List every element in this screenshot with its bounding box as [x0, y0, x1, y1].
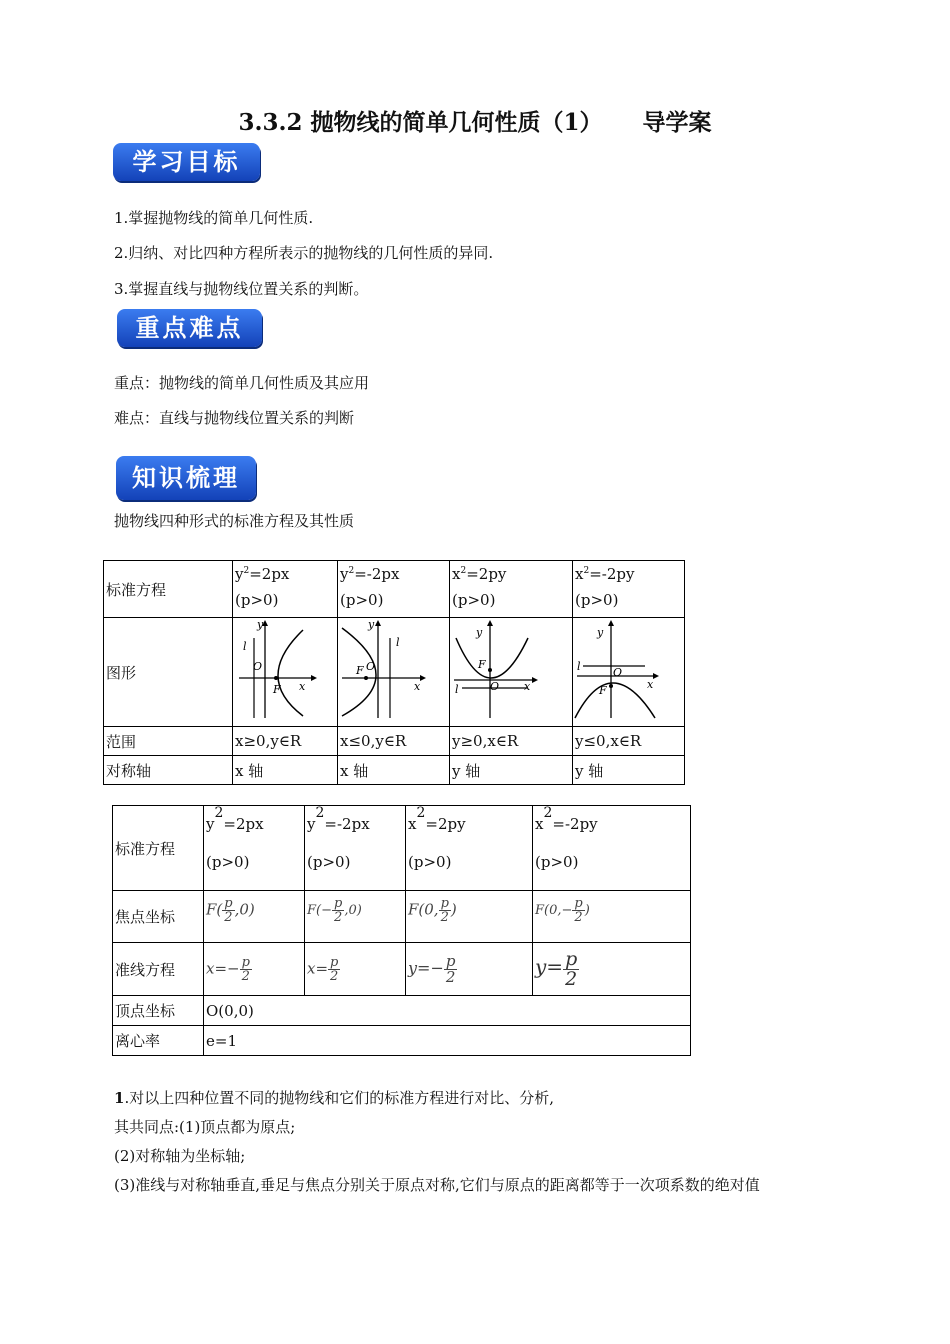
t1-eq-cell: $y^2=2px$ (p>0) [233, 561, 338, 618]
t1-label-equation: 标准方程 [104, 561, 233, 618]
t1-label-graph: 图形 [104, 618, 233, 727]
knowledge-intro: 抛物线四种形式的标准方程及其性质 [114, 512, 355, 530]
t2-eq-cell: x2=2py (p>0) [406, 806, 533, 891]
keypoints-badge: 重点难点 [117, 309, 262, 347]
svg-text:O: O [613, 666, 623, 679]
t1-axis: x 轴 [233, 756, 338, 785]
t1-eq-cell: $x^2=2py$ (p>0) [450, 561, 573, 618]
t1-eq-cell: $y^2=-2px$ (p>0) [338, 561, 450, 618]
svg-text:l: l [455, 683, 459, 696]
svg-text:F: F [273, 683, 281, 696]
svg-text:x: x [524, 680, 531, 693]
parabola-down-graph [573, 618, 683, 722]
page-title [0, 104, 950, 137]
t1-range: x≥0,y∈R [233, 727, 338, 756]
parabola-table-2 [112, 805, 691, 1056]
objective-3: 3.掌握直线与抛物线位置关系的判断。 [114, 280, 369, 298]
t2-label-vertex: 顶点坐标 [113, 996, 204, 1026]
t2-vertex: O(0,0) [204, 996, 691, 1026]
t1-axis: y 轴 [573, 756, 685, 785]
t2-eq-cell: y2=-2px (p>0) [305, 806, 406, 891]
t2-eccentricity: e=1 [204, 1026, 691, 1056]
t1-range: y≥0,x∈R [450, 727, 573, 756]
t1-range: x≤0,y∈R [338, 727, 450, 756]
knowledge-badge: 知识梳理 [116, 456, 256, 500]
analysis-line-4: (3)准线与对称轴垂直,垂足与焦点分别关于原点对称,它们与原点的距离都等于一次项系数的绝对值 [114, 1176, 760, 1194]
svg-text:F: F [478, 658, 486, 671]
svg-text:O: O [253, 660, 263, 673]
analysis-line-3: (2)对称轴为坐标轴; [114, 1147, 246, 1165]
t2-focus: F(0,− $\frac{p}{2}$ ) [533, 891, 691, 943]
t2-focus: F(0, $\frac{p}{2}$ ) [406, 891, 533, 943]
svg-text:l: l [577, 660, 581, 673]
t2-eq-cell: y2=2px (p>0) [204, 806, 305, 891]
t1-graph-cell [338, 618, 450, 727]
title-main: 3.3.2 抛物线的简单几何性质（1） [238, 109, 603, 136]
svg-text:x: x [414, 680, 421, 693]
svg-text:O: O [490, 680, 500, 693]
parabola-left-graph [338, 618, 448, 722]
t1-axis: y 轴 [450, 756, 573, 785]
t1-graph-cell [450, 618, 573, 727]
analysis-line-2: 其共同点:(1)顶点都为原点; [114, 1118, 296, 1136]
svg-text:y: y [368, 618, 375, 631]
parabola-up-graph [450, 618, 572, 722]
svg-text:F: F [356, 664, 364, 677]
svg-text:y: y [597, 626, 604, 639]
svg-text:x: x [647, 678, 654, 691]
svg-text:O: O [366, 660, 376, 673]
svg-text:l: l [396, 636, 400, 649]
t1-axis: x 轴 [338, 756, 450, 785]
title-suffix: 导学案 [642, 109, 712, 136]
t2-directrix: y=− $\frac{p}{2}$ [406, 943, 533, 996]
analysis-line-1: 1.对以上四种位置不同的抛物线和它们的标准方程进行对比、分析, [114, 1089, 554, 1107]
t1-label-range: 范围 [104, 727, 233, 756]
objective-2: 2.归纳、对比四种方程所表示的抛物线的几何性质的异同. [114, 244, 494, 262]
svg-text:l: l [243, 640, 247, 653]
parabola-right-graph [233, 618, 337, 722]
t2-label-directrix: 准线方程 [113, 943, 204, 996]
t1-eq-cell: $x^2=-2py$ (p>0) [573, 561, 685, 618]
t2-focus: F(− $\frac{p}{2}$ ,0) [305, 891, 406, 943]
t1-range: y≤0,x∈R [573, 727, 685, 756]
t2-directrix: x=− $\frac{p}{2}$ [204, 943, 305, 996]
svg-text:y: y [476, 626, 483, 639]
t2-label-equation: 标准方程 [113, 806, 204, 891]
svg-text:x: x [299, 680, 306, 693]
t2-focus: F( $\frac{p}{2}$ ,0) [204, 891, 305, 943]
t2-eq-cell: x2=-2py (p>0) [533, 806, 691, 891]
keypoint-key: 重点：抛物线的简单几何性质及其应用 [114, 374, 370, 392]
parabola-table-1 [103, 560, 685, 785]
t2-directrix: x= $\frac{p}{2}$ [305, 943, 406, 996]
objective-1: 1.掌握抛物线的简单几何性质. [114, 209, 314, 227]
t1-label-axis: 对称轴 [104, 756, 233, 785]
t1-graph-cell [573, 618, 685, 727]
keypoint-difficult: 难点：直线与抛物线位置关系的判断 [114, 409, 355, 427]
svg-text:y: y [257, 618, 264, 631]
t2-label-focus: 焦点坐标 [113, 891, 204, 943]
t2-label-eccentricity: 离心率 [113, 1026, 204, 1056]
t2-directrix: y= $\frac{p}{2}$ [533, 943, 691, 996]
svg-text:F: F [599, 684, 607, 697]
objectives-badge: 学习目标 [113, 143, 260, 181]
t1-graph-cell [233, 618, 338, 727]
